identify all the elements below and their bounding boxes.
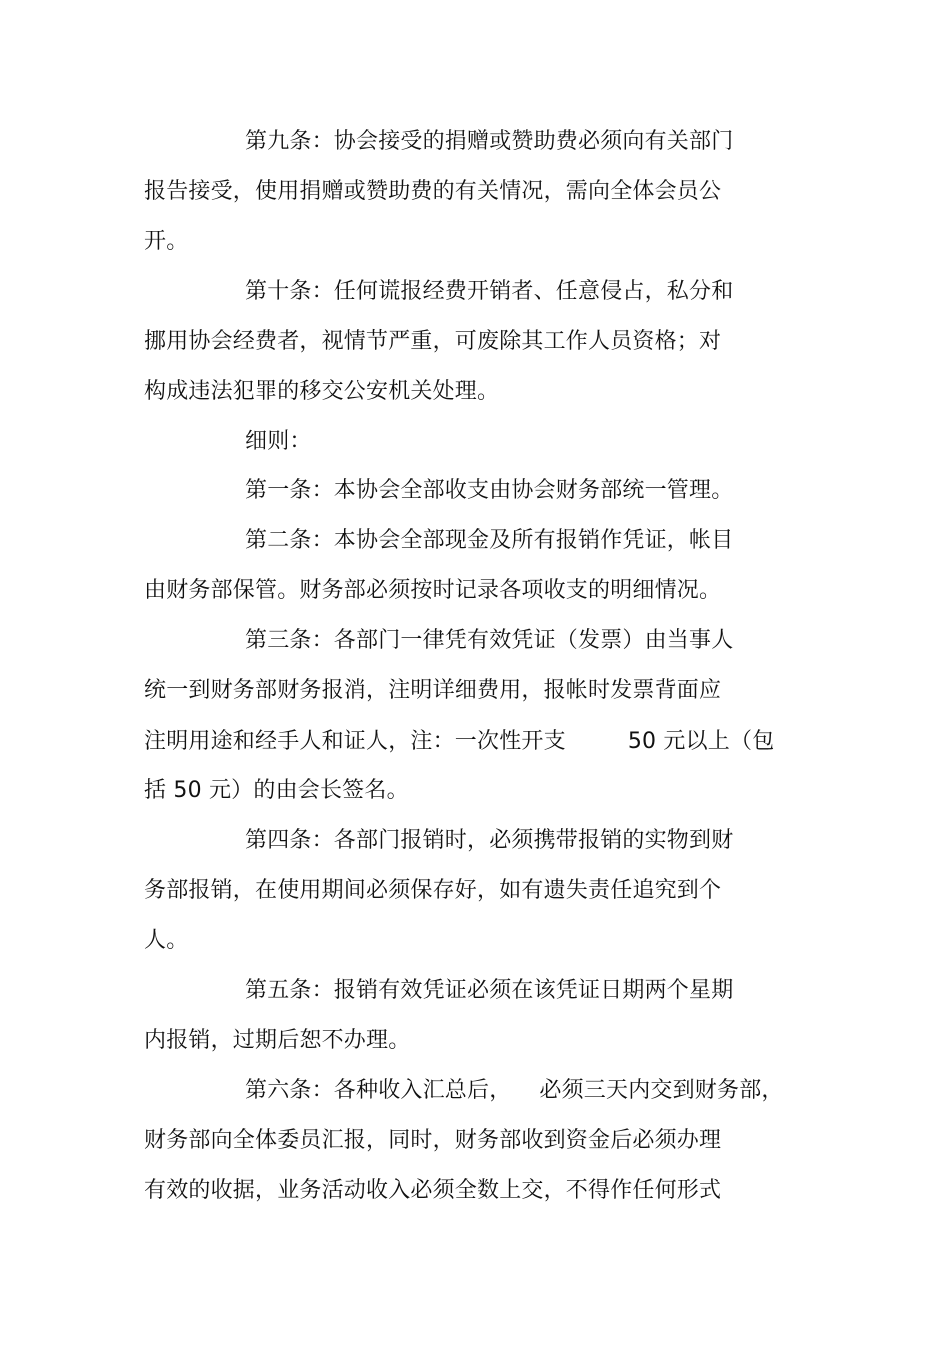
rule-3-line-4: 括 50 元）的由会长签名。 — [144, 778, 409, 803]
rule-3-line-3 — [144, 727, 774, 757]
rule-5-line-2: 内报销，过期后恕不办理。 — [144, 1028, 411, 1053]
rule-2-line-1: 第二条：本协会全部现金及所有报销作凭证，帐目 — [245, 528, 734, 553]
rule-6-line-3: 有效的收据，业务活动收入必须全数上交，不得作任何形式 — [144, 1178, 722, 1203]
rule-2-line-2: 由财务部保管。财务部必须按时记录各项收支的明细情况。 — [144, 578, 722, 603]
rule-6-line-1-part-1: 第六条：各种收入汇总后， — [245, 1078, 512, 1103]
rule-3-line-1: 第三条：各部门一律凭有效凭证（发票）由当事人 — [245, 628, 734, 653]
article-10-line-1: 第十条：任何谎报经费开销者、任意侵占，私分和 — [245, 279, 734, 304]
rule-3-line-2: 统一到财务部财务报消，注明详细费用，报帐时发票背面应 — [144, 678, 722, 703]
article-9-line-1: 第九条：协会接受的捐赠或赞助费必须向有关部门 — [245, 129, 734, 154]
rules-heading: 细则： — [245, 429, 312, 454]
rule-4-line-1: 第四条：各部门报销时，必须携带报销的实物到财 — [245, 828, 734, 853]
rule-1-line-1: 第一条：本协会全部收支由协会财务部统一管理。 — [245, 478, 734, 503]
rule-6-line-1 — [245, 1076, 784, 1106]
rule-3-line-3-text: 注明用途和经手人和证人，注：一次性开支 — [144, 729, 566, 754]
article-9-line-2: 报告接受，使用捐赠或赞助费的有关情况，需向全体会员公 — [144, 179, 722, 204]
rule-4-line-2: 务部报销，在使用期间必须保存好，如有遗失责任追究到个 — [144, 878, 722, 903]
rule-3-line-3-amount: 50 元以上（包 — [627, 729, 775, 754]
article-9-line-3: 开。 — [144, 229, 189, 254]
rule-5-line-1: 第五条：报销有效凭证必须在该凭证日期两个星期 — [245, 978, 734, 1003]
rule-4-line-3: 人。 — [144, 928, 189, 953]
rule-6-line-2: 财务部向全体委员汇报，同时，财务部收到资金后必须办理 — [144, 1128, 722, 1153]
rule-6-line-1-part-2: 必须三天内交到财务部， — [539, 1078, 784, 1103]
article-10-line-2: 挪用协会经费者，视情节严重，可废除其工作人员资格；对 — [144, 329, 722, 354]
article-10-line-3: 构成违法犯罪的移交公安机关处理。 — [144, 379, 500, 404]
